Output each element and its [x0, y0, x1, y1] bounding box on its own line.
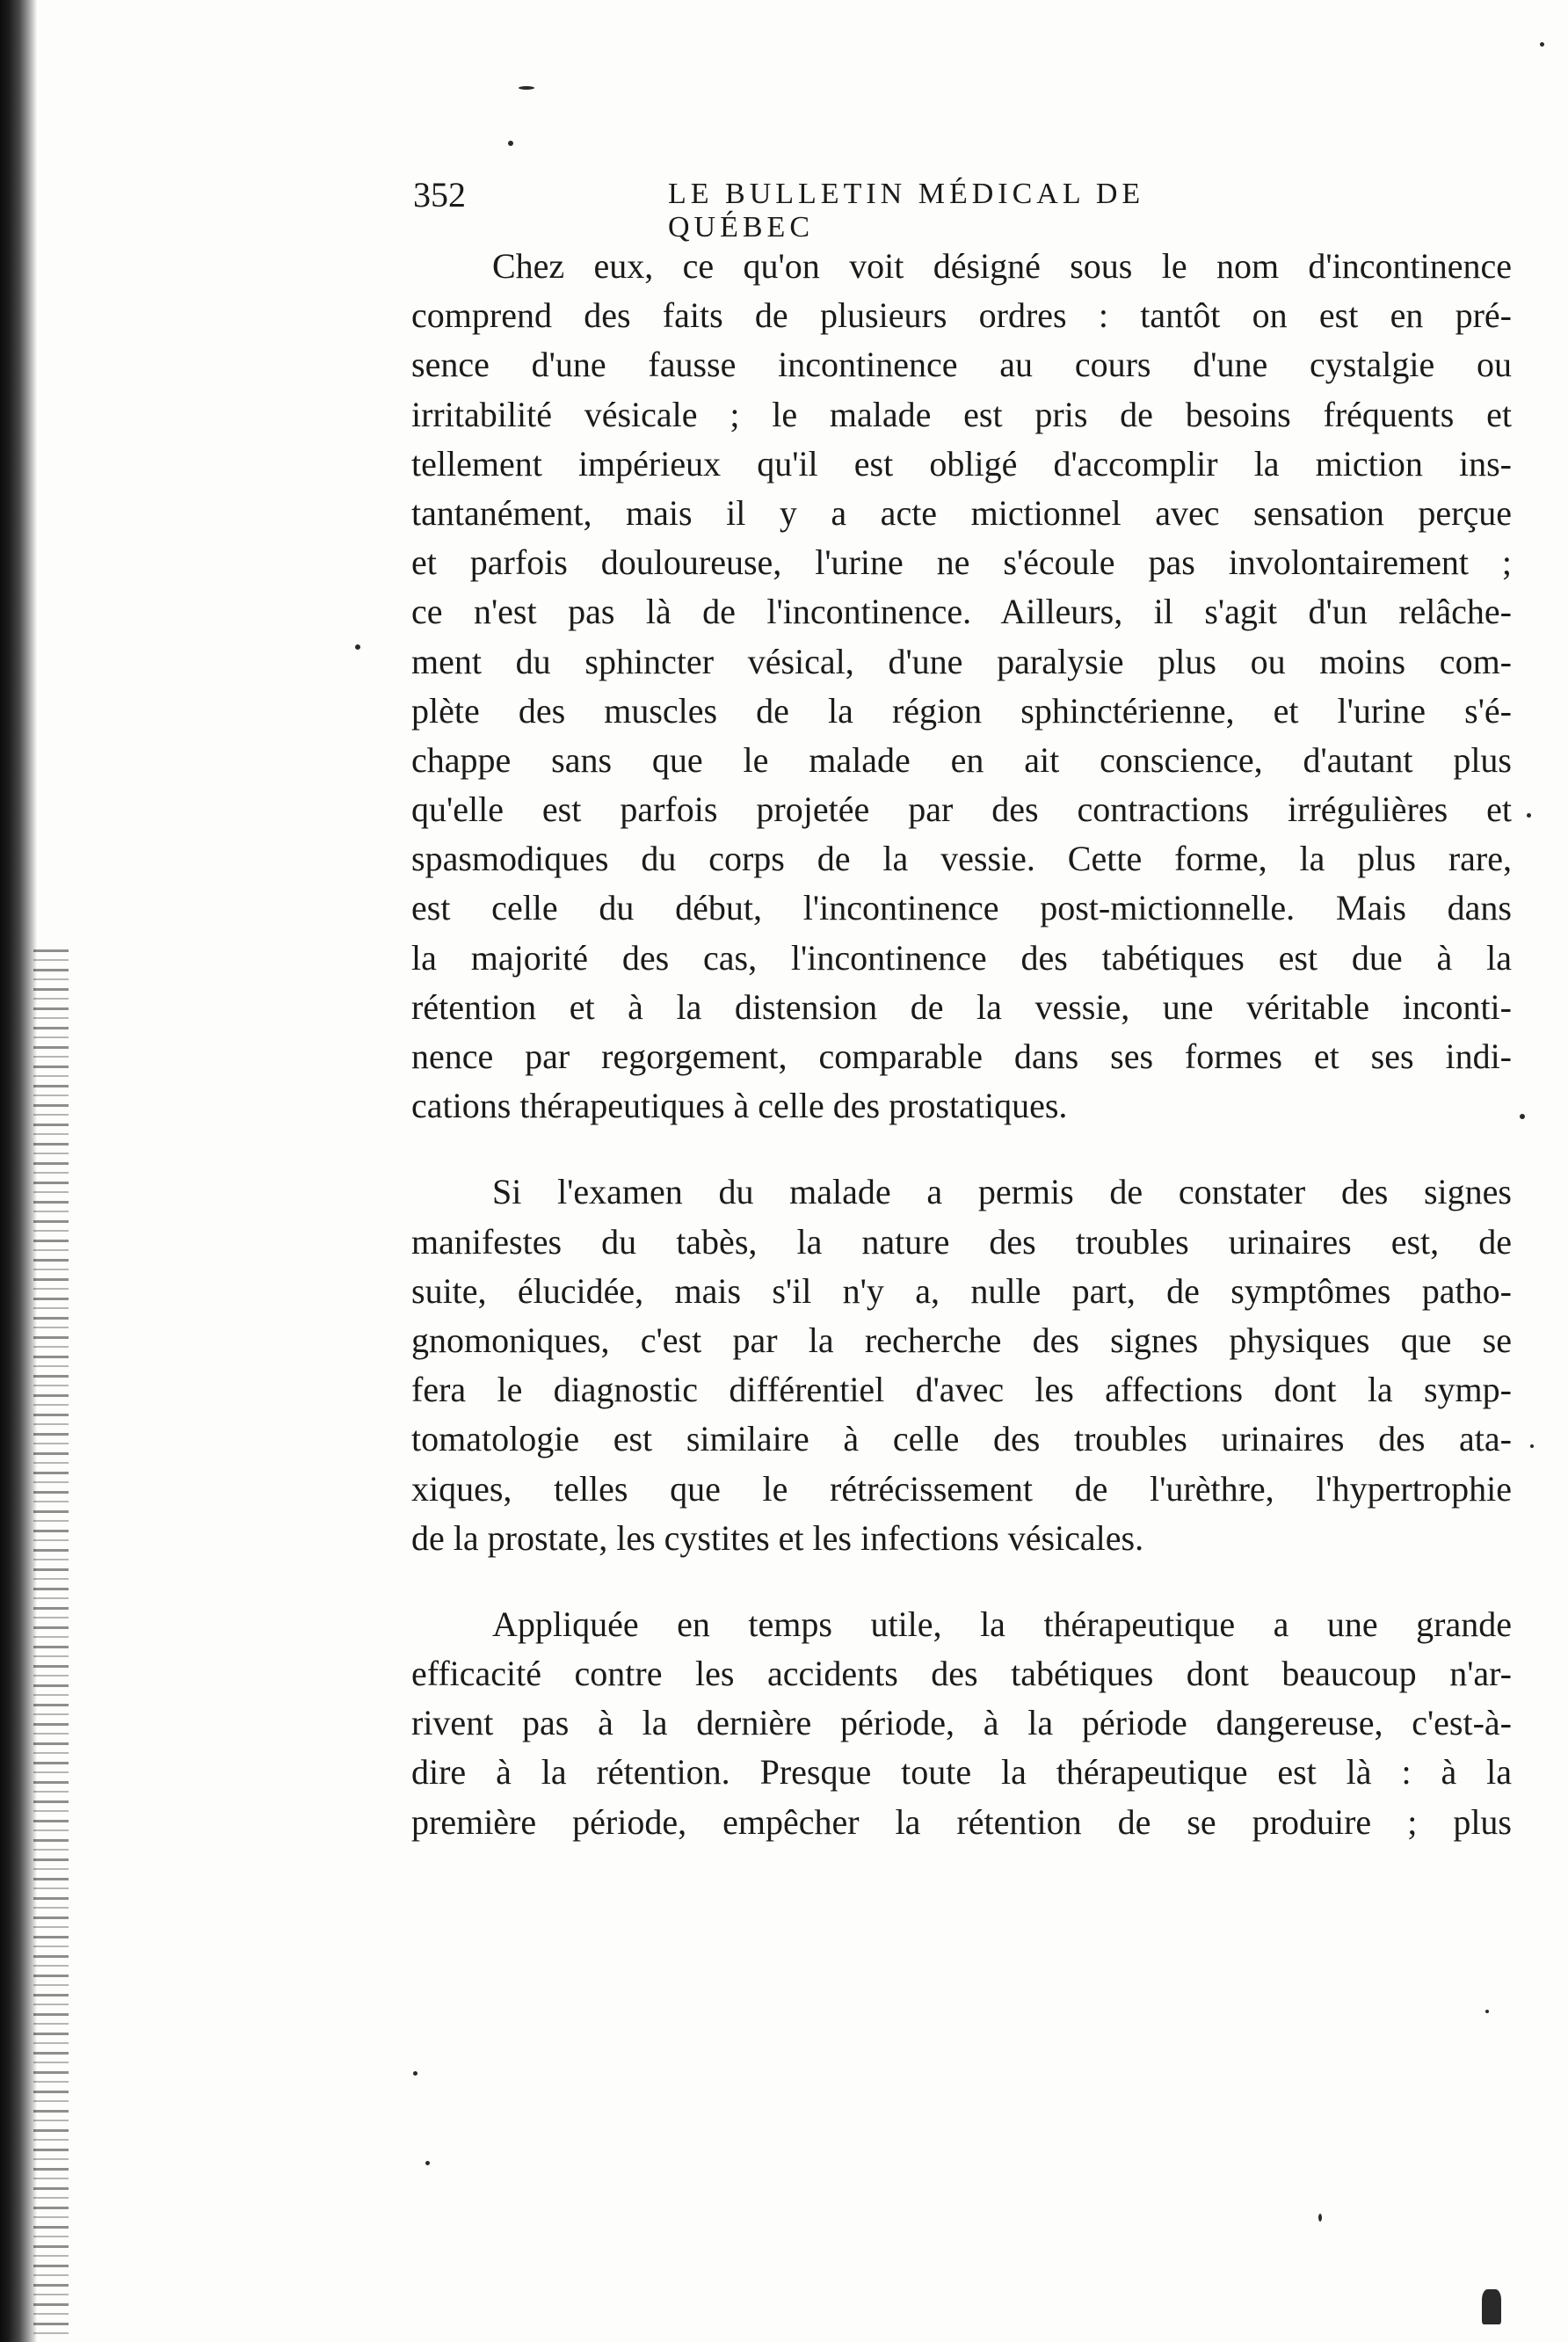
- page-number: 352: [413, 175, 466, 215]
- binding-shadow-speckle: [33, 949, 69, 2338]
- text-line: tellement impérieux qu'il est obligé d'accomplir la miction ins-: [411, 443, 1512, 484]
- scan-speck: [519, 86, 534, 90]
- scan-speck: [425, 2161, 430, 2165]
- text-line: suite, élucidée, mais s'il n'y a, nulle part, de symptômes patho-: [411, 1270, 1512, 1311]
- text-line: dire à la rétention. Presque toute la thérapeutique est là : à la: [411, 1752, 1512, 1793]
- scan-speck: [508, 141, 513, 146]
- scan-speck: [1318, 2214, 1322, 2222]
- running-title: LE BULLETIN MÉDICAL DE QUÉBEC: [668, 178, 1145, 244]
- text-line: rétention et à la distension de la vessie, une véritable inconti-: [411, 986, 1512, 1027]
- text-line: tantanément, mais il y a acte mictionnel avec sensation perçue: [411, 492, 1512, 533]
- scan-speck: [413, 2071, 417, 2076]
- text-line: cations thérapeutiques à celle des prostatiques.: [411, 1086, 1068, 1126]
- text-line: xiques, telles que le rétrécissement de l'urèthre, l'hypertrophie: [411, 1468, 1512, 1509]
- text-line: première période, empêcher la rétention de se produire ; plus: [411, 1801, 1512, 1842]
- scan-speck: [1485, 2010, 1489, 2013]
- text-line: Appliquée en temps utile, la thérapeutique a une grande: [492, 1604, 1512, 1644]
- scan-speck: [1482, 2289, 1501, 2324]
- book-binding-edge: [0, 0, 37, 2342]
- text-line: ce n'est pas là de l'incontinence. Ailleurs, il s'agit d'un relâche-: [411, 592, 1512, 632]
- text-line: de la prostate, les cystites et les infections vésicales.: [411, 1517, 1144, 1558]
- text-line: spasmodiques du corps de la vessie. Cette forme, la plus rare,: [411, 839, 1512, 879]
- text-line: efficacité contre les accidents des tabétiques dont beaucoup n'ar-: [411, 1654, 1512, 1694]
- paragraph-3: [411, 1600, 1512, 1847]
- text-line: manifestes du tabès, la nature des troubles urinaires est, de: [411, 1221, 1512, 1262]
- scan-speck: [1540, 42, 1544, 47]
- scan-speck: [1520, 1114, 1525, 1119]
- text-line: sence d'une fausse incontinence au cours d'une cystalgie ou: [411, 345, 1512, 385]
- text-line: comprend des faits de plusieurs ordres : tantôt on est en pré-: [411, 295, 1512, 336]
- paragraph-1: [411, 242, 1512, 1131]
- text-line: et parfois douloureuse, l'urine ne s'écoule pas involontairement ;: [411, 542, 1512, 583]
- text-line: gnomoniques, c'est par la recherche des signes physiques que se: [411, 1320, 1512, 1360]
- text-line: irritabilité vésicale ; le malade est pris de besoins fréquents et: [411, 394, 1512, 434]
- text-line: Chez eux, ce qu'on voit désigné sous le nom d'incontinence: [492, 246, 1512, 286]
- paragraph-2: [411, 1167, 1512, 1563]
- text-line: Si l'examen du malade a permis de constater des signes: [492, 1172, 1512, 1212]
- scan-speck: [355, 644, 360, 650]
- text-line: qu'elle est parfois projetée par des contractions irrégulières et: [411, 789, 1512, 830]
- text-line: ment du sphincter vésical, d'une paralysie plus ou moins com-: [411, 641, 1512, 681]
- text-line: tomatologie est similaire à celle des troubles urinaires des ata-: [411, 1419, 1512, 1459]
- text-line: plète des muscles de la région sphinctérienne, et l'urine s'é-: [411, 690, 1512, 731]
- text-line: nence par regorgement, comparable dans ses formes et ses indi-: [411, 1036, 1512, 1076]
- text-line: la majorité des cas, l'incontinence des tabétiques est due à la: [411, 937, 1512, 978]
- page-header: [413, 174, 1292, 244]
- paragraph-spacing: [411, 1563, 1512, 1600]
- text-line: rivent pas à la dernière période, à la période dangereuse, c'est-à-: [411, 1703, 1512, 1743]
- text-line: fera le diagnostic différentiel d'avec les affections dont la symp-: [411, 1370, 1512, 1410]
- scan-speck: [1530, 1444, 1534, 1448]
- scan-speck: [1527, 813, 1531, 818]
- text-line: est celle du début, l'incontinence post-mictionnelle. Mais dans: [411, 888, 1512, 928]
- paragraph-spacing: [411, 1131, 1512, 1167]
- body-text: [411, 242, 1512, 1847]
- text-line: chappe sans que le malade en ait conscience, d'autant plus: [411, 739, 1512, 780]
